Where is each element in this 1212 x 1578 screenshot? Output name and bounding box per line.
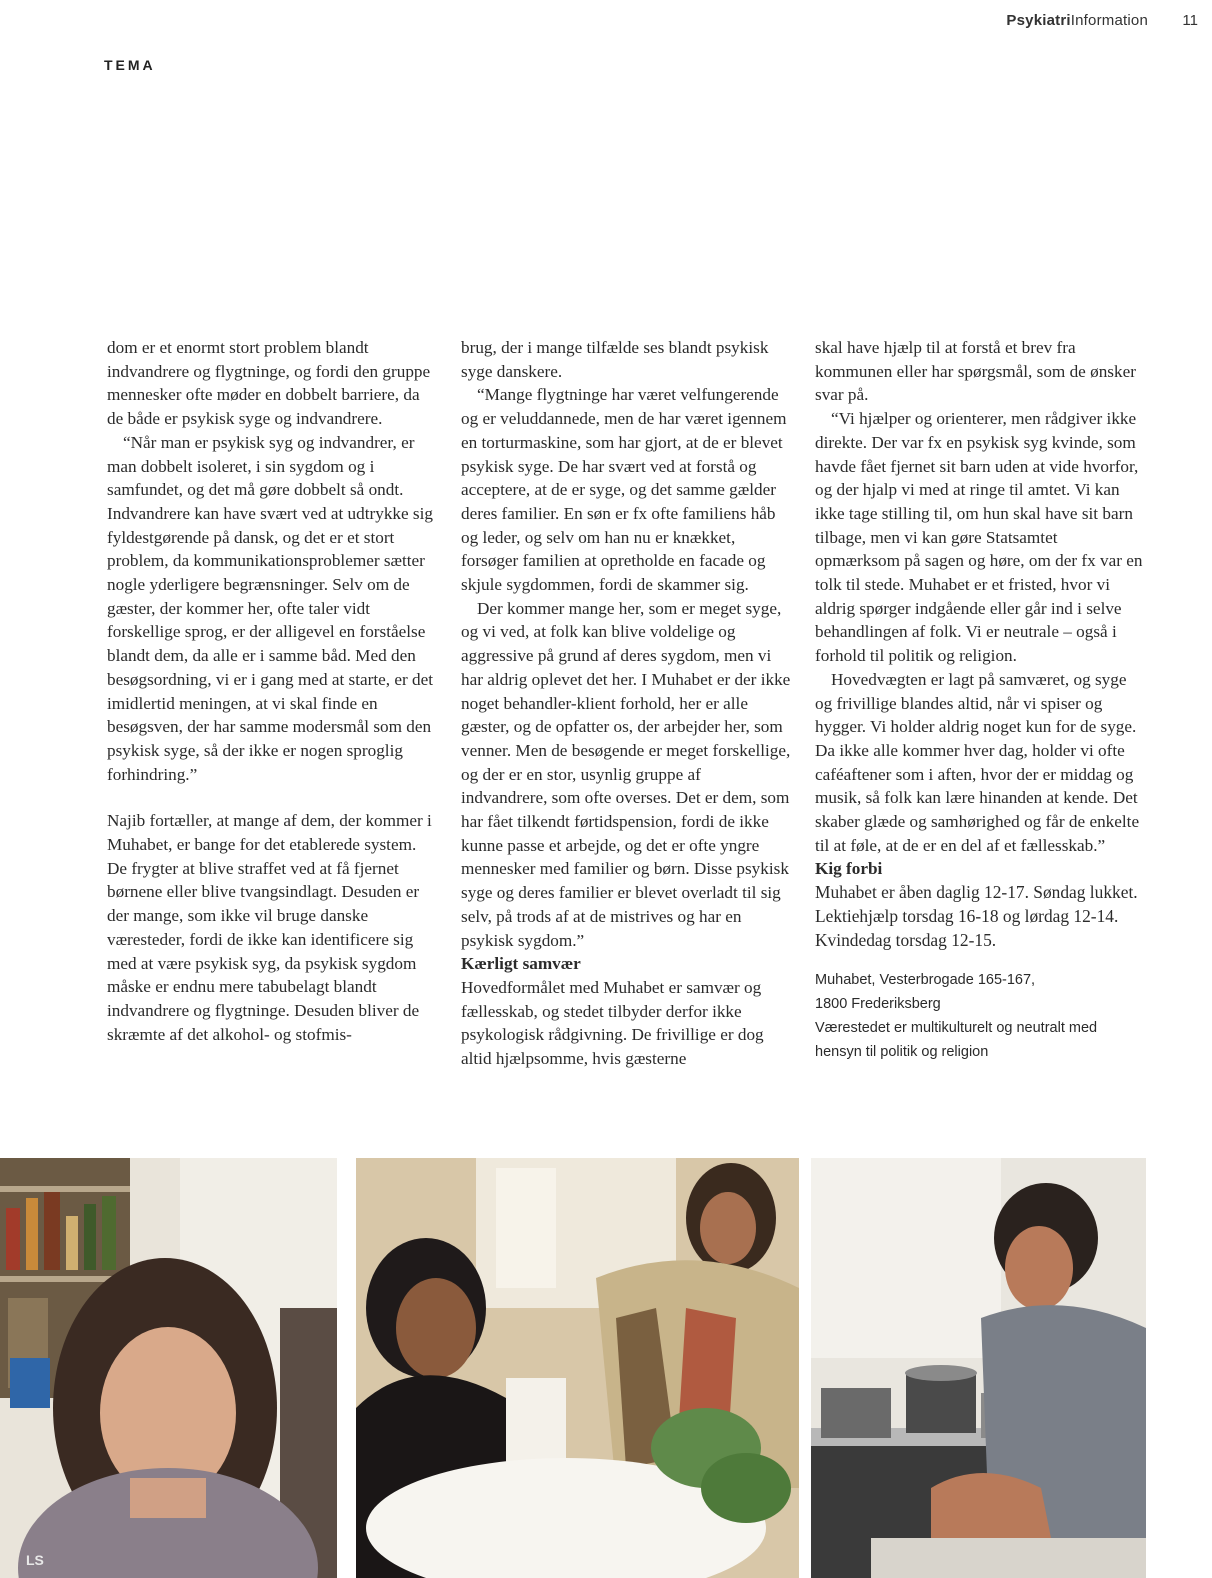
publication-name: PsykiatriInformation <box>1006 12 1148 29</box>
photo-man-cooking <box>811 1158 1146 1578</box>
address-line: 1800 Frederiksberg <box>815 996 941 1013</box>
photo-man-cooking-image <box>811 1158 1146 1578</box>
paragraph: Najib fortæller, at mange af dem, der kommer i Muhabet, er bange for det etablerede system. De frygter at blive straffet ved at få fjernet børnene eller blive tvangsindlagt. Desuden er der mange, som ikke vil bruge danske væresteder, fordi de ikke kan identificere sig med at være psykisk syg, da psykisk sygdom måske er endnu mere tabubelagt blandt indvandrere og flygtninge. Desuden bliver de skræmte af det alkohol- og stofmis- <box>107 811 432 1044</box>
paragraph: “Mange flygtninge har været velfungerende og er veluddannede, men de har været igennem en torturmaskine, som har gjort, at de er blevet psykisk syge. De har svært ved at forstå og acceptere, at de er syge, og det samme gælder deres familier. En søn er fx ofte familiens håb og leder, og selv om han nu er knækket, forsøger familien at opretholde en facade og skjule sygdommen, fordi de skammer sig. <box>461 385 787 595</box>
paragraph: Hovedvægten er lagt på samværet, og syge og frivillige blandes altid, når vi spiser og hygger. Vi holder aldrig noget kun for de syge. Da ikke alle kommer hver dag, holder vi ofte caféaftener som i aften, hvor der er middag og musik, så folk kan lære hinanden at kende. Det skaber glæde og samhørighed og får de enkelte til at føle, at de er en del af et fællesskab.” <box>815 669 1140 855</box>
photo-woman-portrait-image <box>0 1158 337 1578</box>
photo-woman-portrait <box>0 1158 337 1578</box>
article-column-1 <box>107 336 437 1046</box>
section-label: TEMA <box>104 57 156 73</box>
photo-label: LS <box>26 1552 44 1568</box>
paragraph: “Vi hjælper og orienterer, men rådgiver ikke direkte. Der var fx en psykisk syg kvinde, som havde fået fjernet sit barn uden at vide hvorfor, og der hjalp vi med at ringe til amtet. Vi kan ikke tage stilling til, om hun skal have sit barn tilbage, men vi kan gøre Statsamtet opmærksom på sagen og høre, om der fx var en tolk til stede. Muhabet er et fristed, hvor vi aldrig spørger indgående eller går ind i selve behandlingen af folk. Vi er neutrale – også i forhold til politik og religion. <box>815 409 1143 666</box>
caption-note: Værestedet er multikulturelt og neutralt med hensyn til politik og religion <box>815 1020 1098 1061</box>
paragraph: Der kommer mange her, som er meget syge, og vi ved, at folk kan blive voldelige og aggressive på grund af deres sygdom, men vi har aldrig oplevet det her. I Muhabet er der ikke noget behandler-klient forhold, her er alle gæster, og de opfatter os, der arbejder her, som venner. Men de besøgende er meget forskellige, og der er en stor, usynlig gruppe af indvandrere, som ofte overses. Det er dem, som har fået tilkendt førtidspension, fordi de ikke kunne passe et arbejde, og det er ofte yngre mennesker med familier og børn. Disse psykisk syge og deres familier er blevet overladt til sig selv, på trods af at de mistrives og har en psykisk sygdom.” <box>461 598 791 950</box>
page-header <box>0 12 1212 34</box>
subheading: Kærligt samvær <box>461 954 581 974</box>
photo-women-cooking-image <box>356 1158 799 1578</box>
photo-women-cooking <box>356 1158 799 1578</box>
paragraph: skal have hjælp til at forstå et brev fra kommunen eller har spørgsmål, som de ønsker svar på. <box>815 338 1136 405</box>
address-caption <box>815 968 1145 1064</box>
article-column-2 <box>461 336 791 1071</box>
paragraph: brug, der i mange tilfælde ses blandt psykisk syge danskere. <box>461 338 769 381</box>
paragraph: Hovedformålet med Muhabet er samvær og fællesskab, og stedet tilbyder derfor ikke psykologisk rådgivning. De frivillige er dog altid hjælpsomme, hvis gæsterne <box>461 977 764 1069</box>
paragraph: dom er et enormt stort problem blandt indvandrere og flygtninge, og fordi den gruppe mennesker ofte møder en dobbelt barriere, da de både er psykisk syge og indvandrere. <box>107 338 431 429</box>
opening-hours: Muhabet er åben daglig 12-17. Søndag lukket. Lektiehjælp torsdag 16-18 og lørdag 12-14. Kvindedag torsdag 12-15. <box>815 882 1138 950</box>
paragraph: “Når man er psykisk syg og indvandrer, er man dobbelt isoleret, i sin sygdom og i samfundet, og det må gøre dobbelt så ondt. Indvandrere kan have svært ved at udtrykke sig fyldestgørende på dansk, og det er et stort problem, da kommunikationsproblemer sætter nogle yderligere begrænsninger. Selv om de gæster, der kommer her, ofte taler vidt forskellige sprog, er der alligevel en forståelse blandt dem, da alle er i samme båd. Med den besøgsordning, vi er i gang med at starte, er det imidlertid meningen, at vi skal finde en besøgsven, der har samme modersmål som den psykisk syge, så der ikke er nogen sproglig forhindring.” <box>107 432 433 784</box>
article-column-3 <box>815 336 1145 1064</box>
address-line: Muhabet, Vesterbrogade 165-167, <box>815 972 1036 989</box>
subheading: Kig forbi <box>815 859 883 879</box>
page-number: 11 <box>1182 12 1198 29</box>
